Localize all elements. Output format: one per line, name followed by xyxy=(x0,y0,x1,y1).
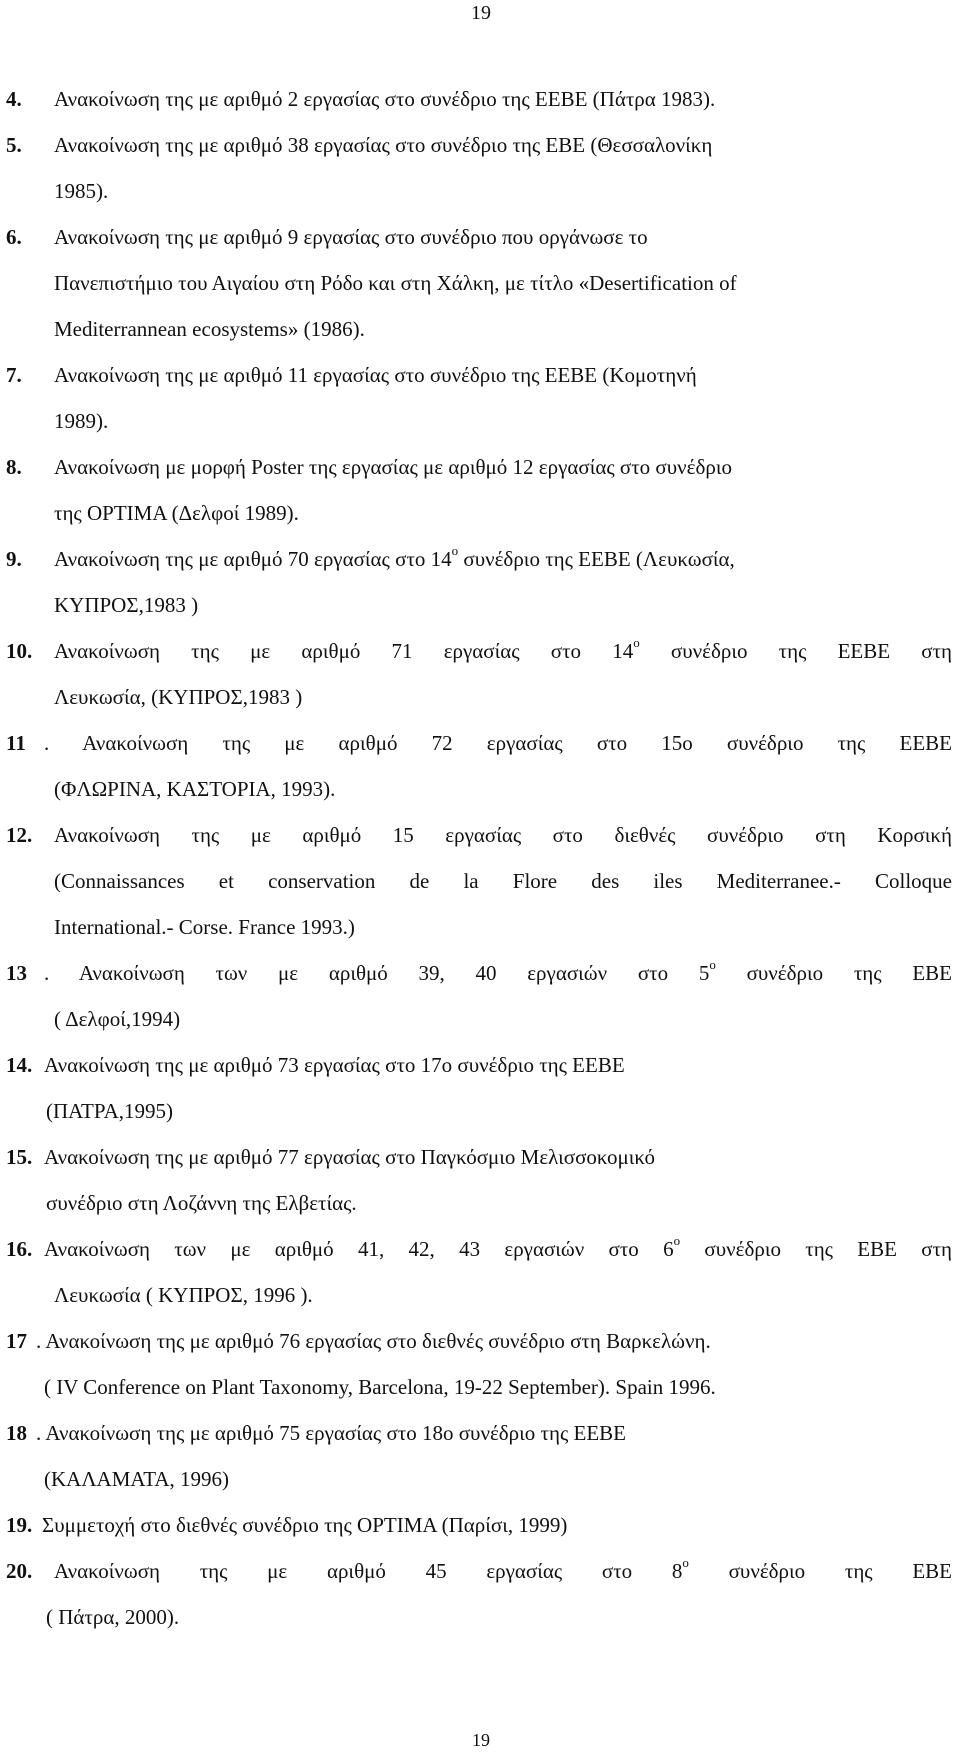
item-number: 17 xyxy=(6,1329,27,1353)
text-run: Ανακοίνωση της με αριθμό 38 εργασίας στο συνέδριο της ΕΒΕ (Θεσσαλονίκη xyxy=(54,133,713,157)
item-number: 18 xyxy=(6,1421,27,1445)
item-text-line xyxy=(0,1180,960,1226)
list-item xyxy=(0,1134,960,1226)
list-item xyxy=(0,812,960,950)
ordinal-superscript: ο xyxy=(673,1233,681,1248)
list-item xyxy=(0,720,960,812)
item-text-line xyxy=(0,352,960,398)
ordinal-superscript: ο xyxy=(451,543,459,558)
item-number: 10. xyxy=(6,639,33,663)
page-number-top: 19 xyxy=(471,2,491,24)
text-run: Ανακοίνωση της με αριθμό 45 εργασίας στο 8 xyxy=(54,1559,683,1583)
text-run: Λευκωσία ( ΚΥΠΡΟΣ, 1996 ). xyxy=(54,1283,313,1307)
text-run: συνέδριο της ΕΕΒΕ (Λευκωσία, xyxy=(458,547,735,571)
text-run: Ανακοίνωση της με αριθμό 11 εργασίας στο συνέδριο της ΕΕΒΕ (Κομοτηνή xyxy=(54,363,697,387)
list-item xyxy=(0,444,960,536)
text-run: της OPTIMA (Δελφοί 1989). xyxy=(54,501,299,525)
item-text-line xyxy=(0,766,960,812)
text-run: ( IV Conference on Plant Taxonomy, Barcelona, 19-22 September). Spain 1996. xyxy=(44,1375,716,1399)
item-number: 15. xyxy=(6,1145,33,1169)
text-run: Ανακοίνωση της με αριθμό 2 εργασίας στο συνέδριο της ΕΕΒΕ (Πάτρα 1983). xyxy=(54,87,716,111)
item-text-line xyxy=(0,1456,960,1502)
list-item xyxy=(0,1042,960,1134)
list-item xyxy=(0,76,960,122)
ordinal-superscript: ο xyxy=(682,1555,689,1570)
text-run: (ΚΑΛΑΜΑΤΑ, 1996) xyxy=(44,1467,230,1491)
item-text-line xyxy=(0,858,960,904)
item-number: 20. xyxy=(6,1559,33,1583)
item-text-line xyxy=(0,720,960,766)
item-text-line xyxy=(0,996,960,1042)
text-run: Ανακοίνωση της με αριθμό 73 εργασίας στο 17ο συνέδριο της ΕΕΒΕ xyxy=(44,1053,625,1077)
item-text-line xyxy=(0,1594,960,1640)
item-text-line xyxy=(0,1134,960,1180)
item-text-line xyxy=(0,536,960,582)
text-run: Λευκωσία, (ΚΥΠΡΟΣ,1983 ) xyxy=(54,685,303,709)
item-text-line xyxy=(0,1226,960,1272)
text-run: συνέδριο της ΕΒΕ στη xyxy=(680,1237,953,1261)
item-text-line xyxy=(0,260,960,306)
list-item xyxy=(0,122,960,214)
text-run: . Ανακοίνωση των με αριθμό 39, 40 εργασιών στο 5 xyxy=(44,961,710,985)
text-run: Ανακοίνωση με μορφή Poster της εργασίας με αριθμό 12 εργασίας στο συνέδριο xyxy=(54,455,732,479)
text-run: συνέδριο στη Λοζάννη της Ελβετίας. xyxy=(46,1191,357,1215)
text-run: . Ανακοίνωση της με αριθμό 75 εργασίας στο 18ο συνέδριο της ΕΕΒΕ xyxy=(36,1421,627,1445)
item-number: 14. xyxy=(6,1053,33,1077)
item-text-line xyxy=(0,812,960,858)
item-text-line xyxy=(0,1318,960,1364)
text-run: ( Δελφοί,1994) xyxy=(54,1007,181,1031)
list-item xyxy=(0,1548,960,1640)
text-run: Ανακοίνωση της με αριθμό 70 εργασίας στο 14 xyxy=(54,547,452,571)
text-run: . Ανακοίνωση της με αριθμό 76 εργασίας στο διεθνές συνέδριο στη Βαρκελώνη. xyxy=(36,1329,711,1353)
list-item xyxy=(0,1410,960,1502)
item-number: 11 xyxy=(6,731,26,755)
text-run: Ανακοίνωση των με αριθμό 41, 42, 43 εργασιών στο 6 xyxy=(44,1237,674,1261)
item-text-line xyxy=(0,582,960,628)
text-run: ( Πάτρα, 2000). xyxy=(46,1605,180,1629)
list-item xyxy=(0,950,960,1042)
text-run: Mediterrannean ecosystems» (1986). xyxy=(54,317,365,341)
text-run: (ΦΛΩΡΙΝΑ, ΚΑΣΤΟΡΙΑ, 1993). xyxy=(54,777,336,801)
text-run: Ανακοίνωση της με αριθμό 77 εργασίας στο Παγκόσμιο Μελισσοκομικό xyxy=(44,1145,656,1169)
ordinal-superscript: ο xyxy=(633,635,640,650)
text-run: συνέδριο της ΕΒΕ xyxy=(688,1559,952,1583)
item-text-line xyxy=(0,1272,960,1318)
item-text-line xyxy=(0,1364,960,1410)
item-number: 9. xyxy=(6,547,22,571)
list-item xyxy=(0,628,960,720)
item-text-line xyxy=(0,1502,960,1548)
item-text-line xyxy=(0,214,960,260)
item-number: 7. xyxy=(6,363,22,387)
text-run: International.- Corse. France 1993.) xyxy=(54,915,355,939)
list-item xyxy=(0,536,960,628)
list-item xyxy=(0,214,960,352)
item-text-line xyxy=(0,950,960,996)
item-text-line xyxy=(0,76,960,122)
item-number: 8. xyxy=(6,455,22,479)
item-number: 13 xyxy=(6,961,27,985)
item-text-line xyxy=(0,904,960,950)
item-number: 19. xyxy=(6,1513,33,1537)
item-text-line xyxy=(0,444,960,490)
text-run: . Ανακοίνωση της με αριθμό 72 εργασίας στο 15ο συνέδριο της ΕΕΒΕ xyxy=(44,731,952,755)
text-run: Ανακοίνωση της με αριθμό 9 εργασίας στο συνέδριο που οργάνωσε το xyxy=(54,225,648,249)
text-run: (Connaissances et conservation de la Flore des iles Mediterranee.- Colloque xyxy=(54,869,952,893)
item-text-line xyxy=(0,1410,960,1456)
list-item xyxy=(0,352,960,444)
item-text-line xyxy=(0,1042,960,1088)
ordinal-superscript: ο xyxy=(709,957,716,972)
page-number-bottom: 19 xyxy=(472,1730,490,1750)
item-text-line xyxy=(0,490,960,536)
list-item xyxy=(0,1226,960,1318)
item-text-line xyxy=(0,628,960,674)
text-run: 1989). xyxy=(54,409,109,433)
list-item xyxy=(0,1318,960,1410)
item-text-line xyxy=(0,1548,960,1594)
text-run: Ανακοίνωση της με αριθμό 71 εργασίας στο 14 xyxy=(54,639,634,663)
text-run: Πανεπιστήμιο του Αιγαίου στη Ρόδο και στη Χάλκη, με τίτλο «Desertification of xyxy=(54,271,737,295)
text-run: ΚΥΠΡΟΣ,1983 ) xyxy=(54,593,199,617)
item-text-line xyxy=(0,674,960,720)
text-run: συνέδριο της ΕΒΕ xyxy=(715,961,952,985)
item-text-line xyxy=(0,398,960,444)
item-text-line xyxy=(0,306,960,352)
conference-list xyxy=(0,76,960,1640)
item-text-line xyxy=(0,1088,960,1134)
text-run: (ΠΑΤΡΑ,1995) xyxy=(46,1099,174,1123)
text-run: 1985). xyxy=(54,179,109,203)
text-run: Ανακοίνωση της με αριθμό 15 εργασίας στο διεθνές συνέδριο στη Κορσική xyxy=(54,823,952,847)
text-run: συνέδριο της ΕΕΒΕ στη xyxy=(639,639,952,663)
item-number: 6. xyxy=(6,225,22,249)
list-item xyxy=(0,1502,960,1548)
text-run: Συμμετοχή στο διεθνές συνέδριο της OPTIMA (Παρίσι, 1999) xyxy=(42,1513,568,1537)
item-number: 16. xyxy=(6,1237,33,1261)
item-number: 12. xyxy=(6,823,33,847)
item-number: 4. xyxy=(6,87,22,111)
item-text-line xyxy=(0,122,960,168)
item-text-line xyxy=(0,168,960,214)
item-number: 5. xyxy=(6,133,22,157)
